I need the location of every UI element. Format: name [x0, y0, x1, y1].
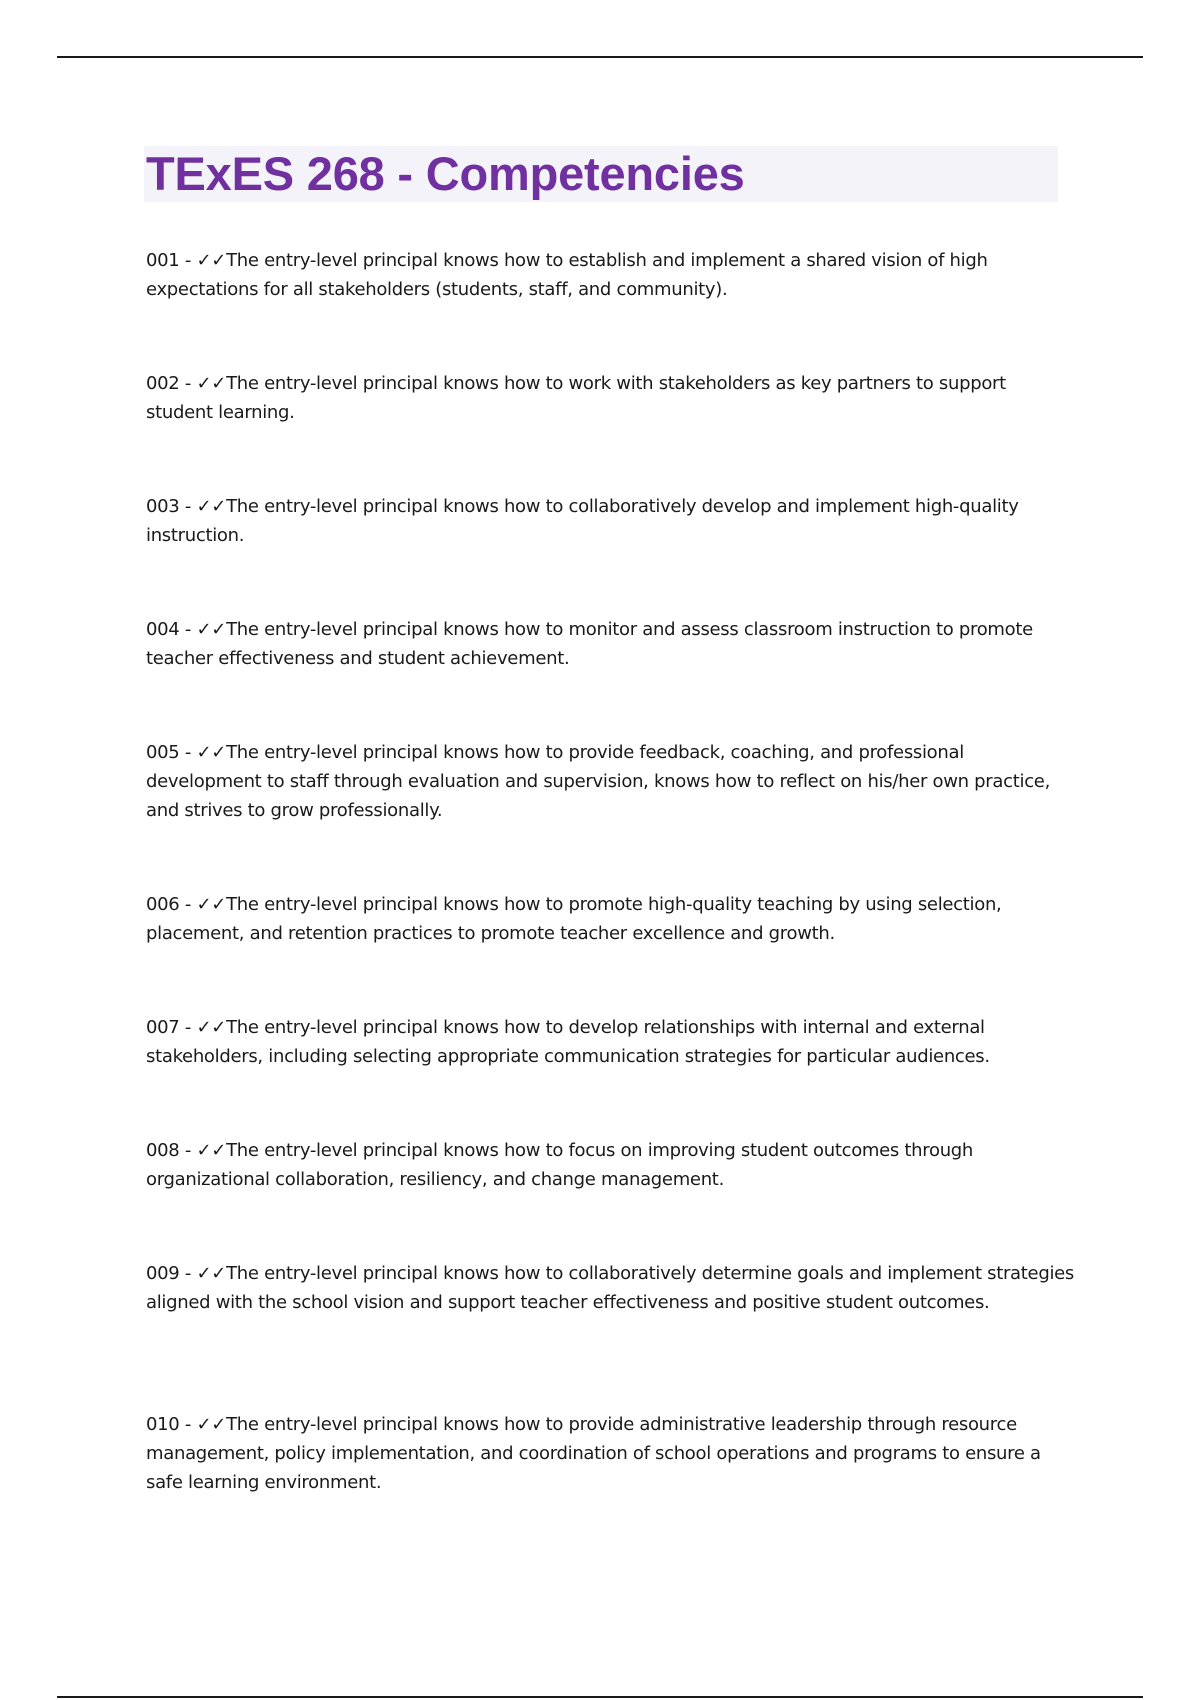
competency-number: 007 -	[146, 1017, 197, 1038]
bottom-rule	[57, 1696, 1143, 1698]
competency-number: 004 -	[146, 619, 197, 640]
competency-item	[146, 246, 1076, 304]
competency-text: The entry-level principal knows how to provide administrative leadership through resource management, policy implementation, and coordination of school operations and programs to ensure a safe learning environment.	[146, 1414, 1041, 1493]
competency-text: The entry-level principal knows how to monitor and assess classroom instruction to promote teacher effectiveness and student achievement.	[146, 619, 1033, 669]
competency-number: 009 -	[146, 1263, 197, 1284]
competency-item	[146, 1013, 1076, 1071]
competency-item	[146, 1259, 1076, 1317]
competency-text: The entry-level principal knows how to establish and implement a shared vision of high expectations for all stakeholders (students, staff, and community).	[146, 250, 988, 300]
competency-number: 005 -	[146, 742, 197, 763]
checkmark-icon: ✓✓	[196, 250, 227, 271]
document-title: TExES 268 - Competencies	[146, 147, 745, 200]
checkmark-icon: ✓✓	[196, 1140, 227, 1161]
competency-text: The entry-level principal knows how to work with stakeholders as key partners to support student learning.	[146, 373, 1006, 423]
competency-item	[146, 492, 1076, 550]
competency-item	[146, 615, 1076, 673]
competency-number: 008 -	[146, 1140, 197, 1161]
checkmark-icon: ✓✓	[196, 742, 227, 763]
top-rule	[57, 56, 1143, 58]
checkmark-icon: ✓✓	[196, 1017, 227, 1038]
competency-number: 002 -	[146, 373, 197, 394]
competency-item	[146, 1410, 1076, 1497]
checkmark-icon: ✓✓	[196, 373, 227, 394]
checkmark-icon: ✓✓	[196, 1263, 227, 1284]
competency-item	[146, 890, 1076, 948]
competency-text: The entry-level principal knows how to develop relationships with internal and external stakeholders, including selecting appropriate communication strategies for particular audiences.	[146, 1017, 990, 1067]
checkmark-icon: ✓✓	[196, 1414, 227, 1435]
checkmark-icon: ✓✓	[196, 619, 227, 640]
checkmark-icon: ✓✓	[196, 894, 227, 915]
competency-item	[146, 738, 1076, 825]
competency-number: 003 -	[146, 496, 197, 517]
competency-text: The entry-level principal knows how to promote high-quality teaching by using selection, placement, and retention practices to promote teacher excellence and growth.	[146, 894, 1002, 944]
checkmark-icon: ✓✓	[196, 496, 227, 517]
competency-item	[146, 369, 1076, 427]
competency-text: The entry-level principal knows how to collaboratively develop and implement high-quality instruction.	[146, 496, 1019, 546]
competency-number: 001 -	[146, 250, 197, 271]
competency-text: The entry-level principal knows how to focus on improving student outcomes through organizational collaboration, resiliency, and change management.	[146, 1140, 974, 1190]
competency-text: The entry-level principal knows how to provide feedback, coaching, and professional development to staff through evaluation and supervision, knows how to reflect on his/her own practice, and strives to grow professionally.	[146, 742, 1050, 821]
competency-number: 010 -	[146, 1414, 197, 1435]
competency-number: 006 -	[146, 894, 197, 915]
competency-text: The entry-level principal knows how to collaboratively determine goals and implement strategies aligned with the school vision and support teacher effectiveness and positive student outcomes.	[146, 1263, 1074, 1313]
competency-item	[146, 1136, 1076, 1194]
